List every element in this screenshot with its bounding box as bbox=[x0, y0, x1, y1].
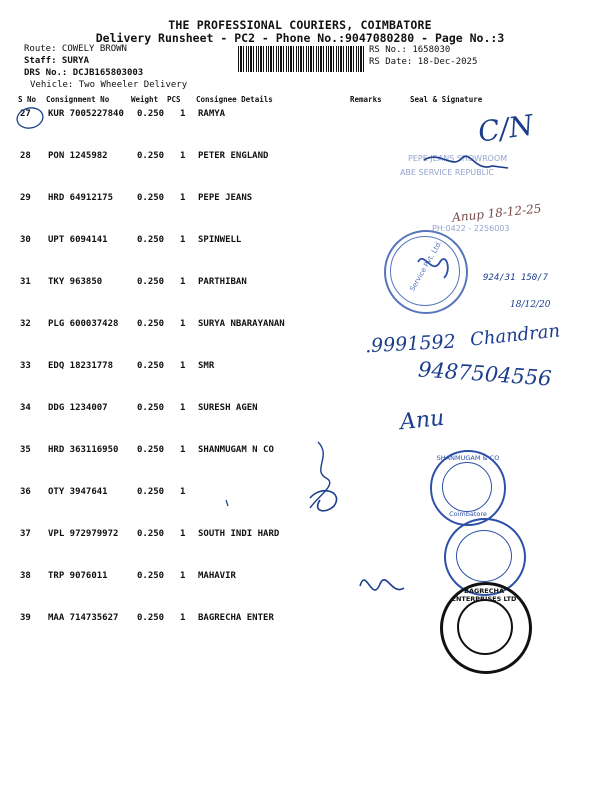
handwritten-signature-29: Anup 18-12-25 bbox=[451, 201, 543, 225]
col-seal: Seal & Signature bbox=[410, 95, 483, 104]
handwritten-name-33: Chandran bbox=[469, 320, 561, 351]
pepe-stamp-line-2: ABE SERVICE REPUBLIC bbox=[400, 168, 495, 177]
service-stamp-text: Service Pvt. Ltd. bbox=[408, 239, 444, 293]
row-consignment: HRD 64912175 bbox=[48, 193, 114, 203]
handwritten-note-31b: 18/12/20 bbox=[510, 300, 551, 310]
row-weight: 0.250 bbox=[137, 319, 165, 329]
row-consignment: EDQ 18231778 bbox=[48, 361, 114, 371]
col-consignee: Consignee Details bbox=[196, 95, 273, 104]
col-consignment: Consignment No bbox=[46, 95, 110, 104]
report-subtitle: Delivery Runsheet - PC2 - Phone No.:9047080280 - Page No.:3 bbox=[95, 31, 505, 45]
row-consignee: RAMYA bbox=[198, 109, 226, 119]
row-consignment: VPL 972979972 bbox=[48, 529, 119, 539]
row-weight: 0.250 bbox=[137, 571, 165, 581]
signature-38 bbox=[360, 580, 404, 590]
row-consignee: SURESH AGEN bbox=[198, 403, 258, 413]
circle-mark-27 bbox=[15, 106, 45, 131]
row-consignee: SPINWELL bbox=[198, 235, 242, 245]
handwritten-cn: C/N bbox=[475, 108, 536, 149]
row-sno: 38 bbox=[20, 571, 31, 581]
row-consignee: BAGRECHA ENTER bbox=[198, 613, 274, 623]
row-pcs: 1 bbox=[180, 151, 186, 161]
row-weight: 0.250 bbox=[137, 193, 165, 203]
staff-info: Staff: SURYA bbox=[24, 56, 90, 66]
row-consignment: HRD 363116950 bbox=[48, 445, 119, 455]
scribble-28 bbox=[424, 156, 508, 168]
row-weight: 0.250 bbox=[137, 403, 165, 413]
row-consignment: UPT 6094141 bbox=[48, 235, 108, 245]
drs-number: DRS No.: DCJB165803003 bbox=[24, 68, 144, 78]
row-pcs: 1 bbox=[180, 445, 186, 455]
col-remarks: Remarks bbox=[350, 95, 382, 104]
row-pcs: 1 bbox=[180, 235, 186, 245]
row-consignee: SMR bbox=[198, 361, 215, 371]
row-weight: 0.250 bbox=[137, 235, 165, 245]
row-pcs: 1 bbox=[180, 613, 186, 623]
row-pcs: 1 bbox=[180, 571, 186, 581]
handwritten-phone-1: .9991592 bbox=[364, 330, 457, 358]
row-consignee: MAHAVIR bbox=[198, 571, 236, 581]
pepe-stamp-line-1: PEPE JEANS SHOWROOM bbox=[408, 154, 508, 163]
row-pcs: 1 bbox=[180, 361, 186, 371]
row-pcs: 1 bbox=[180, 193, 186, 203]
row-pcs: 1 bbox=[180, 487, 186, 497]
row-sno: 33 bbox=[20, 361, 31, 371]
row-consignee: SURYA NBARAYANAN bbox=[198, 319, 285, 329]
row-consignee: SOUTH INDI HARD bbox=[198, 529, 280, 539]
row-sno: 36 bbox=[20, 487, 31, 497]
row-weight: 0.250 bbox=[137, 277, 165, 287]
row-sno: 29 bbox=[20, 193, 31, 203]
row-consignment: MAA 714735627 bbox=[48, 613, 119, 623]
row-weight: 0.250 bbox=[137, 361, 165, 371]
row-pcs: 1 bbox=[180, 319, 186, 329]
row-sno: 39 bbox=[20, 613, 31, 623]
row-weight: 0.250 bbox=[137, 445, 165, 455]
row-weight: 0.250 bbox=[137, 109, 165, 119]
row-consignment: PLG 600037428 bbox=[48, 319, 119, 329]
shanmugam-stamp-city: Coimbatore bbox=[449, 510, 487, 518]
col-weight: Weight bbox=[131, 95, 159, 104]
row-weight: 0.250 bbox=[137, 487, 165, 497]
col-sno: S No bbox=[18, 95, 37, 104]
rs-date: RS Date: 18-Dec-2025 bbox=[369, 57, 478, 67]
row-sno: 28 bbox=[20, 151, 31, 161]
col-pcs: PCS bbox=[167, 95, 181, 104]
row-pcs: 1 bbox=[180, 109, 186, 119]
row-sno: 31 bbox=[20, 277, 31, 287]
handwritten-note-31a: 924/31 150/7 bbox=[483, 273, 549, 283]
bagrecha-stamp-text: BAGRECHA ENTERPRISES LTD bbox=[451, 587, 517, 603]
tick-36 bbox=[226, 500, 228, 506]
row-consignment: TRP 9076011 bbox=[48, 571, 108, 581]
row-sno: 35 bbox=[20, 445, 31, 455]
row-consignment: OTY 3947641 bbox=[48, 487, 108, 497]
row-consignment: TKY 963850 bbox=[48, 277, 103, 287]
row-pcs: 1 bbox=[180, 529, 186, 539]
row-consignment: DDG 1234007 bbox=[48, 403, 108, 413]
handwritten-signature-34: Anu bbox=[398, 405, 446, 436]
handwritten-phone-2: 9487504556 bbox=[417, 357, 553, 391]
row-weight: 0.250 bbox=[137, 613, 165, 623]
report-title: THE PROFESSIONAL COURIERS, COIMBATORE bbox=[168, 18, 432, 32]
signature-31 bbox=[418, 259, 448, 278]
row-consignee: PETER ENGLAND bbox=[198, 151, 269, 161]
row-consignment: PON 1245982 bbox=[48, 151, 108, 161]
row-pcs: 1 bbox=[180, 277, 186, 287]
row-consignee: PARTHIBAN bbox=[198, 277, 247, 287]
rs-number: RS No.: 1658030 bbox=[369, 45, 451, 55]
route-info: Route: COWELY BROWN bbox=[24, 44, 127, 54]
scribble-35 bbox=[310, 442, 330, 508]
row-sno: 37 bbox=[20, 529, 31, 539]
row-weight: 0.250 bbox=[137, 529, 165, 539]
shanmugam-stamp-name: SHANMUGAM & CO bbox=[436, 454, 500, 462]
row-sno: 30 bbox=[20, 235, 31, 245]
pepe-stamp-line-3: PH:0422 - 2256003 bbox=[432, 224, 510, 233]
row-sno: 27 bbox=[20, 109, 31, 119]
row-pcs: 1 bbox=[180, 403, 186, 413]
row-consignment: KUR 7005227840 bbox=[48, 109, 124, 119]
row-sno: 34 bbox=[20, 403, 31, 413]
row-weight: 0.250 bbox=[137, 151, 165, 161]
row-consignee: SHANMUGAM N CO bbox=[198, 445, 274, 455]
vehicle-info: Vehicle: Two Wheeler Delivery bbox=[30, 80, 188, 90]
row-sno: 32 bbox=[20, 319, 31, 329]
row-consignee: PEPE JEANS bbox=[198, 193, 253, 203]
